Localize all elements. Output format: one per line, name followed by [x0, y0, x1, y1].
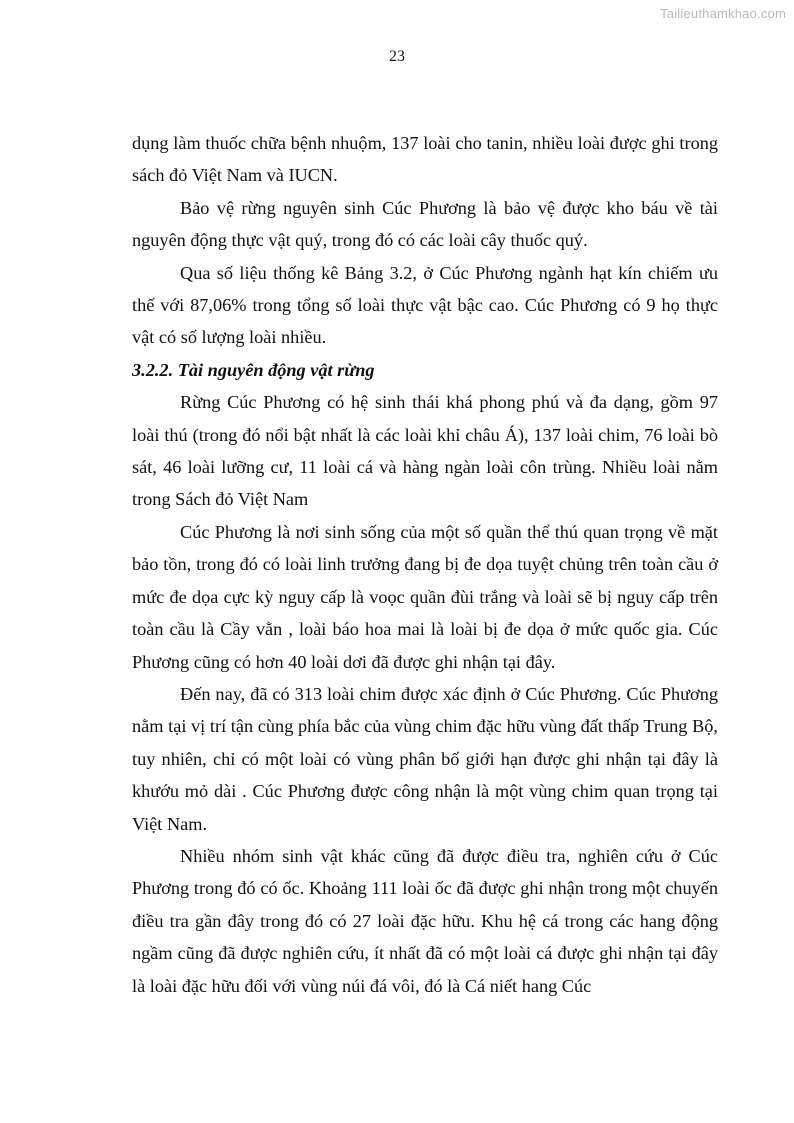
paragraph-mammals: Cúc Phương là nơi sinh sống của một số quần thể thú quan trọng về mặt bảo tồn, trong đó có loài linh trưởng đang bị đe dọa tuyệt chủng trên toàn cầu ở mức đe dọa cực kỳ nguy cấp là voọc quần đùi trắng và loài sẽ bị nguy cấp trên toàn cầu là Cầy vằn , loài báo hoa mai là loài bị đe dọa ở mức quốc gia. Cúc Phương cũng có hơn 40 loài dơi đã được ghi nhận tại đây.: [132, 521, 718, 672]
section-heading: 3.2.2. Tài nguyên động vật rừng: [132, 359, 375, 380]
paragraph-flora-statistics: Qua số liệu thống kê Bảng 3.2, ở Cúc Phương ngành hạt kín chiếm ưu thế với 87,06% trong tổng số loài thực vật bậc cao. Cúc Phương có 9 họ thực vật có số lượng loài nhiều.: [132, 262, 718, 348]
paragraph-continuation: dụng làm thuốc chữa bệnh nhuộm, 137 loài cho tanin, nhiều loài được ghi trong sách đỏ Việt Nam và IUCN.: [132, 133, 718, 186]
paragraph-fauna-overview: Rừng Cúc Phương có hệ sinh thái khá phong phú và đa dạng, gồm 97 loài thú (trong đó nổi bật nhất là các loài khỉ châu Á), 137 loài chim, 76 loài bò sát, 46 loài lưỡng cư, 11 loài cá và hàng ngàn loài côn trùng. Nhiều loài nằm trong Sách đỏ Việt Nam: [132, 392, 718, 510]
paragraph-forest-protection: Bảo vệ rừng nguyên sinh Cúc Phương là bảo vệ được kho báu về tài nguyên động thực vật quý, trong đó có các loài cây thuốc quý.: [132, 197, 718, 251]
paragraph-other-groups: Nhiều nhóm sinh vật khác cũng đã được điều tra, nghiên cứu ở Cúc Phương trong đó có ốc. Khoảng 111 loài ốc đã được ghi nhận trong một chuyến điều tra gần đây trong đó có 27 loài đặc hữu. Khu hệ cá trong các hang động ngầm cũng đã được nghiên cứu, ít nhất đã có một loài cá được ghi nhận tại đây là loài đặc hữu đối với vùng núi đá vôi, đó là Cá niết hang Cúc: [132, 845, 718, 996]
paragraph-birds: Đến nay, đã có 313 loài chim được xác định ở Cúc Phương. Cúc Phương nằm tại vị trí tận cùng phía bắc của vùng chim đặc hữu vùng đất thấp Trung Bộ, tuy nhiên, chỉ có một loài có vùng phân bố giới hạn được ghi nhận tại đây là khướu mỏ dài . Cúc Phương được công nhận là một vùng chim quan trọng tại Việt Nam.: [132, 683, 718, 834]
page-number: 23: [389, 48, 405, 65]
watermark: Tailieuthamkhao.com: [660, 6, 786, 21]
document-body: [132, 127, 718, 1002]
